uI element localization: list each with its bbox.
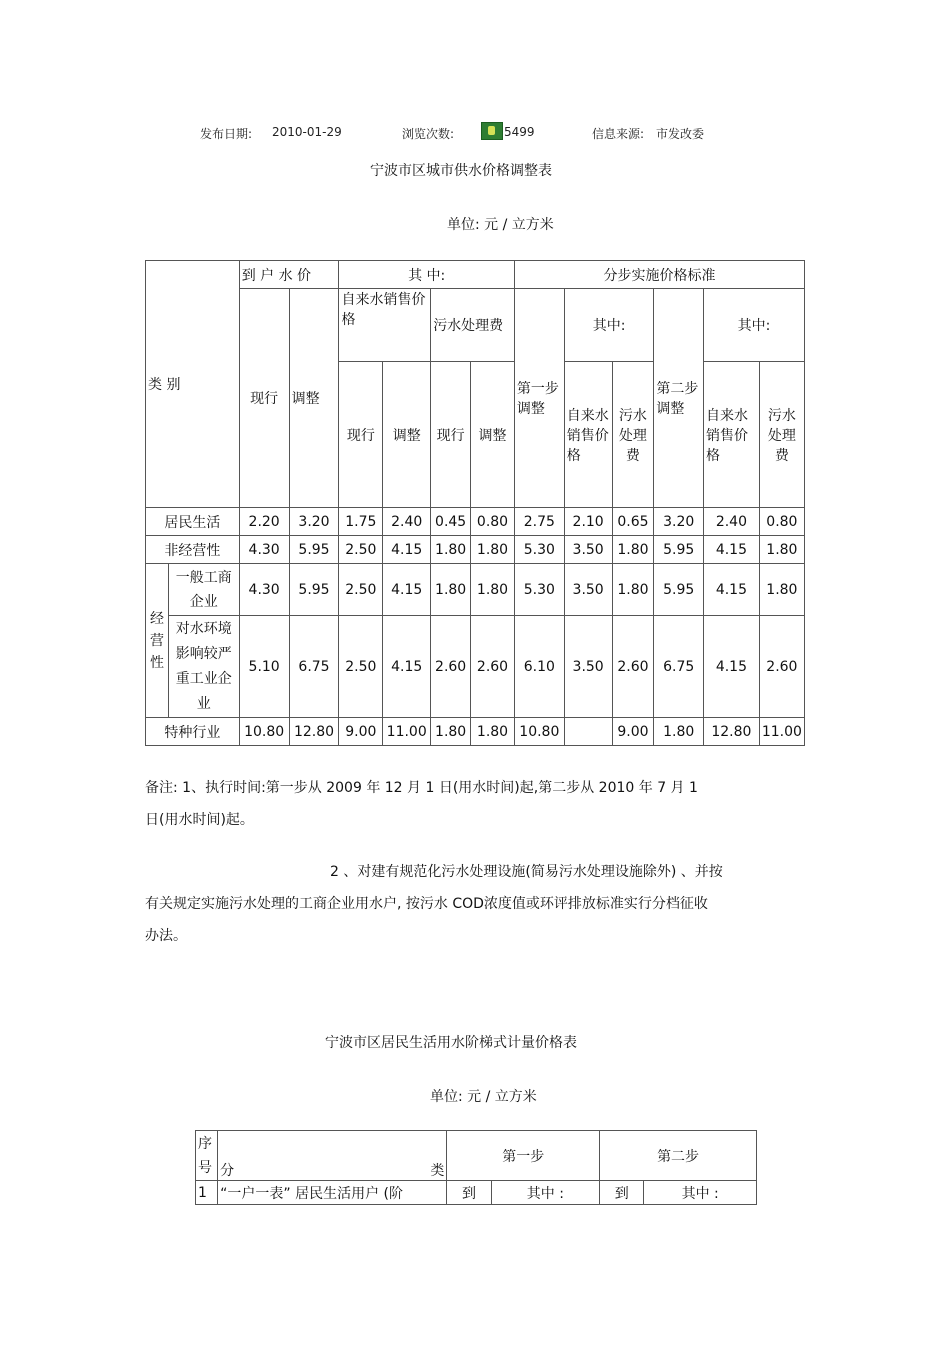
header-step1-tap: 自来水销售价格 [564,362,612,508]
cell: 2.60 [471,616,515,718]
cell: 3.50 [564,616,612,718]
cell-part: 11.00 [761,723,802,740]
views-icon [481,122,503,140]
cell: 4.15 [704,616,760,718]
cell: 9.00 [339,718,383,746]
header-sewage-current: 现行 [431,362,471,508]
cell: 2.20 [239,508,289,536]
table-row [146,616,805,718]
header-adjusted: 调整 [289,289,339,508]
header-tap-adjusted: 调整 [383,362,431,508]
cell: 4.15 [704,536,760,564]
header-step2: 第二步 [600,1131,757,1181]
source-value: 市发改委 [656,127,705,141]
cell: 1.80 [471,718,515,746]
cell: 5.95 [289,536,339,564]
cell: 1.80 [431,564,471,616]
water-price-table [145,260,805,746]
row-label: 居民生活 [146,508,240,536]
cell: 1.80 [431,718,471,746]
cell: 0.65 [612,508,654,536]
cell: 4.30 [239,536,289,564]
cell: 1.80 [612,564,654,616]
cell: 4.15 [383,616,431,718]
tiered-price-table [195,1130,757,1205]
header-category-b: 类 [430,1163,445,1179]
cell: 6.10 [514,616,564,718]
cell: 12.80 [704,718,760,746]
cell: 2.60 [759,616,804,718]
note-2b: 有关规定实施污水处理的工商企业用水户, 按污水 COD浓度值或环评排放标准实行分档征收 [145,896,708,912]
cell: 0.80 [759,508,804,536]
cell: 4.30 [239,564,289,616]
header-step1: 第一步 [447,1131,600,1181]
cell: 6.75 [289,616,339,718]
views-count: 5499 [504,125,535,139]
cell: 3.50 [564,536,612,564]
cell: 5.95 [289,564,339,616]
cell: 2.60 [431,616,471,718]
cell: 0.80 [471,508,515,536]
table-row [196,1181,757,1205]
cell: 到 [600,1181,644,1205]
cell: 1.80 [654,718,704,746]
note-2c: 办法。 [145,928,187,944]
header-sewage-fee: 污水处理费 [431,289,515,362]
table-row [146,508,805,536]
cell: 2.50 [339,616,383,718]
cell: 5.30 [514,564,564,616]
cell: 1.80 [471,536,515,564]
header-tap-water-price: 自来水销售价格 [339,289,431,362]
cell: 1.80 [612,536,654,564]
note-2: 2 、对建有规范化污水处理设施(简易污水处理设施除外) 、并按 [330,864,723,880]
cell: 10.80 [514,718,564,746]
cell: 4.15 [383,564,431,616]
header-step2-tap: 自来水销售价格 [704,362,760,508]
header-among: 其 中: [339,261,514,289]
cell: 2.40 [704,508,760,536]
cell: 5.10 [239,616,289,718]
note-1b: 日(用水时间)起。 [145,812,254,828]
cell: 1.80 [759,536,804,564]
cell: 其中 : [491,1181,600,1205]
header-stepwise: 分步实施价格标准 [514,261,804,289]
header-step1-among: 其中: [564,289,654,362]
table1-unit: 单位: 元 / 立方米 [447,217,554,233]
table-row [146,718,805,746]
row-label: 非经营性 [146,536,240,564]
header-current: 现行 [239,289,289,508]
cell: 5.95 [654,564,704,616]
row-group-label: 经营性 [146,564,169,718]
publish-date: 2010-01-29 [272,125,342,139]
cell: 6.75 [654,616,704,718]
cell: 4.15 [383,536,431,564]
header-to-home-price: 到 户 水 价 [239,261,339,289]
table-row [146,564,805,616]
cell: 5.30 [514,536,564,564]
header-category [218,1131,447,1181]
cell: 2.40 [383,508,431,536]
header-sewage-adjusted: 调整 [471,362,515,508]
cell: 5.95 [654,536,704,564]
note-1: 备注: 1、执行时间:第一步从 2009 年 12 月 1 日(用水时间)起,第二步从 2010 年 7 月 1 [145,780,698,796]
cell: 1.80 [431,536,471,564]
cell: 到 [447,1181,491,1205]
cell: 2.50 [339,536,383,564]
row-no: 1 [196,1181,218,1205]
row-label: 对水环境影响较严重工业企业 [168,616,239,718]
row-label: 特种行业 [146,718,240,746]
header-step1-adjust: 第一步调整 [514,289,564,508]
cell [564,718,612,746]
publish-date-label: 发布日期: [200,127,253,141]
row-label: 一般工商企业 [168,564,239,616]
header-step2-among: 其中: [704,289,805,362]
table1-title: 宁波市区城市供水价格调整表 [370,163,552,179]
cell [759,718,804,746]
cell: 9.00 [612,718,654,746]
table2-unit: 单位: 元 / 立方米 [430,1089,537,1105]
cell: 3.50 [564,564,612,616]
header-no: 序号 [196,1131,218,1181]
cell: 2.10 [564,508,612,536]
header-tap-current: 现行 [339,362,383,508]
cell: 1.80 [471,564,515,616]
header-step2-adjust: 第二步调整 [654,289,704,508]
cell: 4.15 [704,564,760,616]
cell: 2.75 [514,508,564,536]
table-row [146,536,805,564]
cell: 3.20 [289,508,339,536]
source-label: 信息来源: [592,127,645,141]
header-category-a: 分 [220,1163,235,1179]
cell: 2.50 [339,564,383,616]
table2-title: 宁波市区居民生活用水阶梯式计量价格表 [325,1035,577,1051]
cell: 3.20 [654,508,704,536]
cell: 11.00 [383,718,431,746]
header-step2-sewage: 污水处理费 [759,362,804,508]
header-step1-sewage: 污水处理费 [612,362,654,508]
cell: 2.60 [612,616,654,718]
cell: 10.80 [239,718,289,746]
cell: 12.80 [289,718,339,746]
cell: 0.45 [431,508,471,536]
row-category: “一户一表” 居民生活用户 (阶 [218,1181,447,1205]
cell: 其中 : [644,1181,757,1205]
views-label: 浏览次数: [402,127,455,141]
header-category: 类 别 [146,261,240,508]
cell: 1.80 [759,564,804,616]
cell: 1.75 [339,508,383,536]
